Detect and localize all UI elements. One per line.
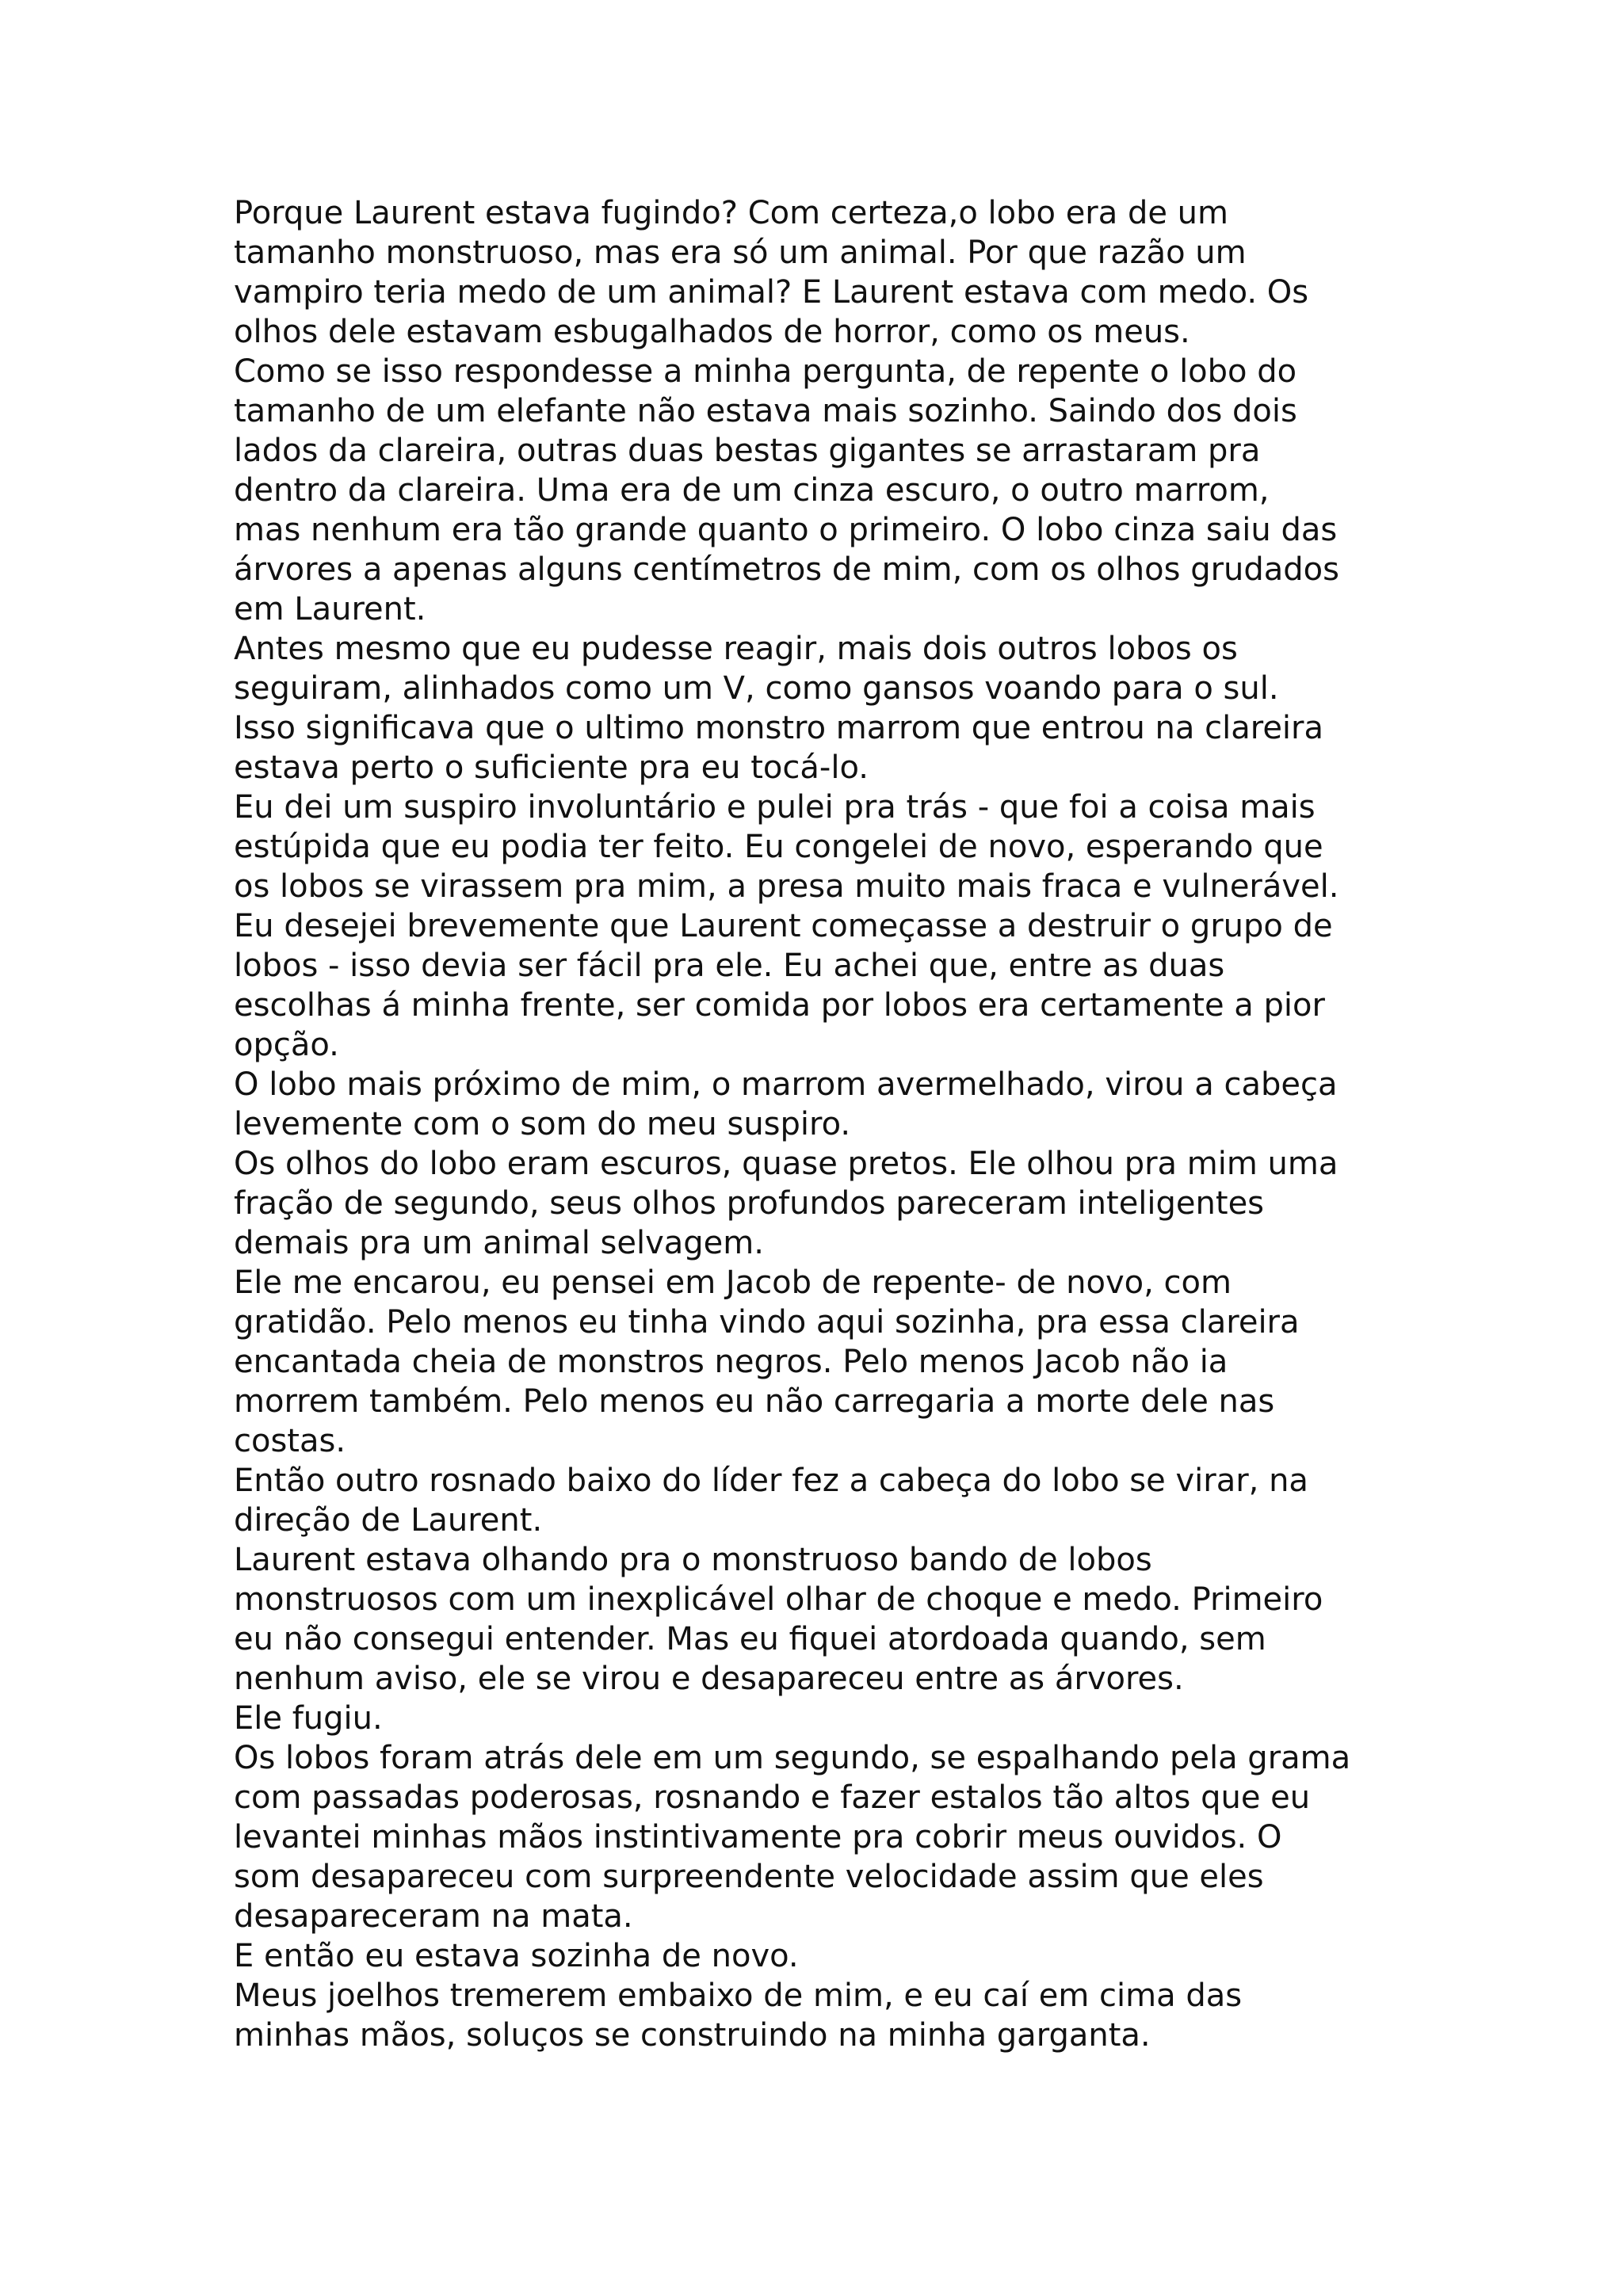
- text-line: E então eu estava sozinha de novo.: [234, 1938, 799, 1974]
- text-line: morrem também. Pelo menos eu não carregaria a morte dele nas: [234, 1383, 1275, 1420]
- text-line: Porque Laurent estava fugindo? Com certeza,o lobo era de um: [234, 195, 1228, 231]
- text-line: monstruosos com um inexplicável olhar de choque e medo. Primeiro: [234, 1581, 1323, 1618]
- text-line: escolhas á minha frente, ser comida por lobos era certamente a pior: [234, 987, 1325, 1024]
- text-line: lados da clareira, outras duas bestas gigantes se arrastaram pra: [234, 433, 1261, 469]
- text-line: levantei minhas mãos instintivamente pra cobrir meus ouvidos. O: [234, 1819, 1282, 1855]
- text-line: costas.: [234, 1423, 346, 1459]
- text-line: levemente com o som do meu suspiro.: [234, 1106, 851, 1142]
- text-line: desapareceram na mata.: [234, 1898, 633, 1935]
- text-line: árvores a apenas alguns centímetros de mim, com os olhos grudados: [234, 551, 1339, 588]
- text-line: vampiro teria medo de um animal? E Laurent estava com medo. Os: [234, 274, 1309, 311]
- text-line: os lobos se virassem pra mim, a presa muito mais fraca e vulnerável.: [234, 868, 1339, 905]
- text-line: seguiram, alinhados como um V, como gansos voando para o sul.: [234, 670, 1279, 707]
- text-line: som desapareceu com surpreendente velocidade assim que eles: [234, 1859, 1264, 1895]
- text-line: estúpida que eu podia ter feito. Eu congelei de novo, esperando que: [234, 829, 1323, 865]
- text-line: Como se isso respondesse a minha pergunta, de repente o lobo do: [234, 353, 1297, 390]
- text-line: encantada cheia de monstros negros. Pelo menos Jacob não ia: [234, 1344, 1228, 1380]
- text-line: Eu desejei brevemente que Laurent começasse a destruir o grupo de: [234, 908, 1333, 944]
- text-line: direção de Laurent.: [234, 1502, 543, 1539]
- text-line: gratidão. Pelo menos eu tinha vindo aqui sozinha, pra essa clareira: [234, 1304, 1300, 1341]
- text-line: Os olhos do lobo eram escuros, quase pretos. Ele olhou pra mim uma: [234, 1146, 1338, 1182]
- text-line: eu não consegui entender. Mas eu fiquei atordoada quando, sem: [234, 1621, 1266, 1657]
- text-line: tamanho de um elefante não estava mais sozinho. Saindo dos dois: [234, 393, 1297, 429]
- text-line: em Laurent.: [234, 591, 426, 627]
- text-line: Antes mesmo que eu pudesse reagir, mais dois outros lobos os: [234, 631, 1238, 667]
- text-line: fração de segundo, seus olhos profundos pareceram inteligentes: [234, 1185, 1265, 1222]
- text-line: com passadas poderosas, rosnando e fazer estalos tão altos que eu: [234, 1779, 1311, 1816]
- text-line: estava perto o suficiente pra eu tocá-lo.: [234, 749, 869, 786]
- text-line: Laurent estava olhando pra o monstruoso bando de lobos: [234, 1542, 1152, 1578]
- text-line: Isso significava que o ultimo monstro marrom que entrou na clareira: [234, 710, 1323, 746]
- text-line: dentro da clareira. Uma era de um cinza escuro, o outro marrom,: [234, 472, 1270, 509]
- text-line: olhos dele estavam esbugalhados de horror, como os meus.: [234, 314, 1190, 350]
- text-line: Ele fugiu.: [234, 1700, 383, 1737]
- text-line: O lobo mais próximo de mim, o marrom avermelhado, virou a cabeça: [234, 1066, 1338, 1103]
- text-line: minhas mãos, soluços se construindo na minha garganta.: [234, 2017, 1151, 2054]
- text-line: Os lobos foram atrás dele em um segundo, se espalhando pela grama: [234, 1740, 1351, 1776]
- text-line: Então outro rosnado baixo do líder fez a cabeça do lobo se virar, na: [234, 1463, 1308, 1499]
- text-line: lobos - isso devia ser fácil pra ele. Eu achei que, entre as duas: [234, 948, 1225, 984]
- text-line: demais pra um animal selvagem.: [234, 1225, 764, 1261]
- document-body-text: [234, 193, 1423, 2055]
- text-line: Eu dei um suspiro involuntário e pulei pra trás - que foi a coisa mais: [234, 789, 1316, 826]
- text-line: opção.: [234, 1027, 339, 1063]
- text-line: nenhum aviso, ele se virou e desapareceu entre as árvores.: [234, 1661, 1184, 1697]
- text-line: tamanho monstruoso, mas era só um animal. Por que razão um: [234, 235, 1247, 271]
- text-line: Ele me encarou, eu pensei em Jacob de repente- de novo, com: [234, 1264, 1232, 1301]
- text-line: mas nenhum era tão grande quanto o primeiro. O lobo cinza saiu das: [234, 512, 1338, 548]
- text-line: Meus joelhos tremerem embaixo de mim, e eu caí em cima das: [234, 1978, 1243, 2014]
